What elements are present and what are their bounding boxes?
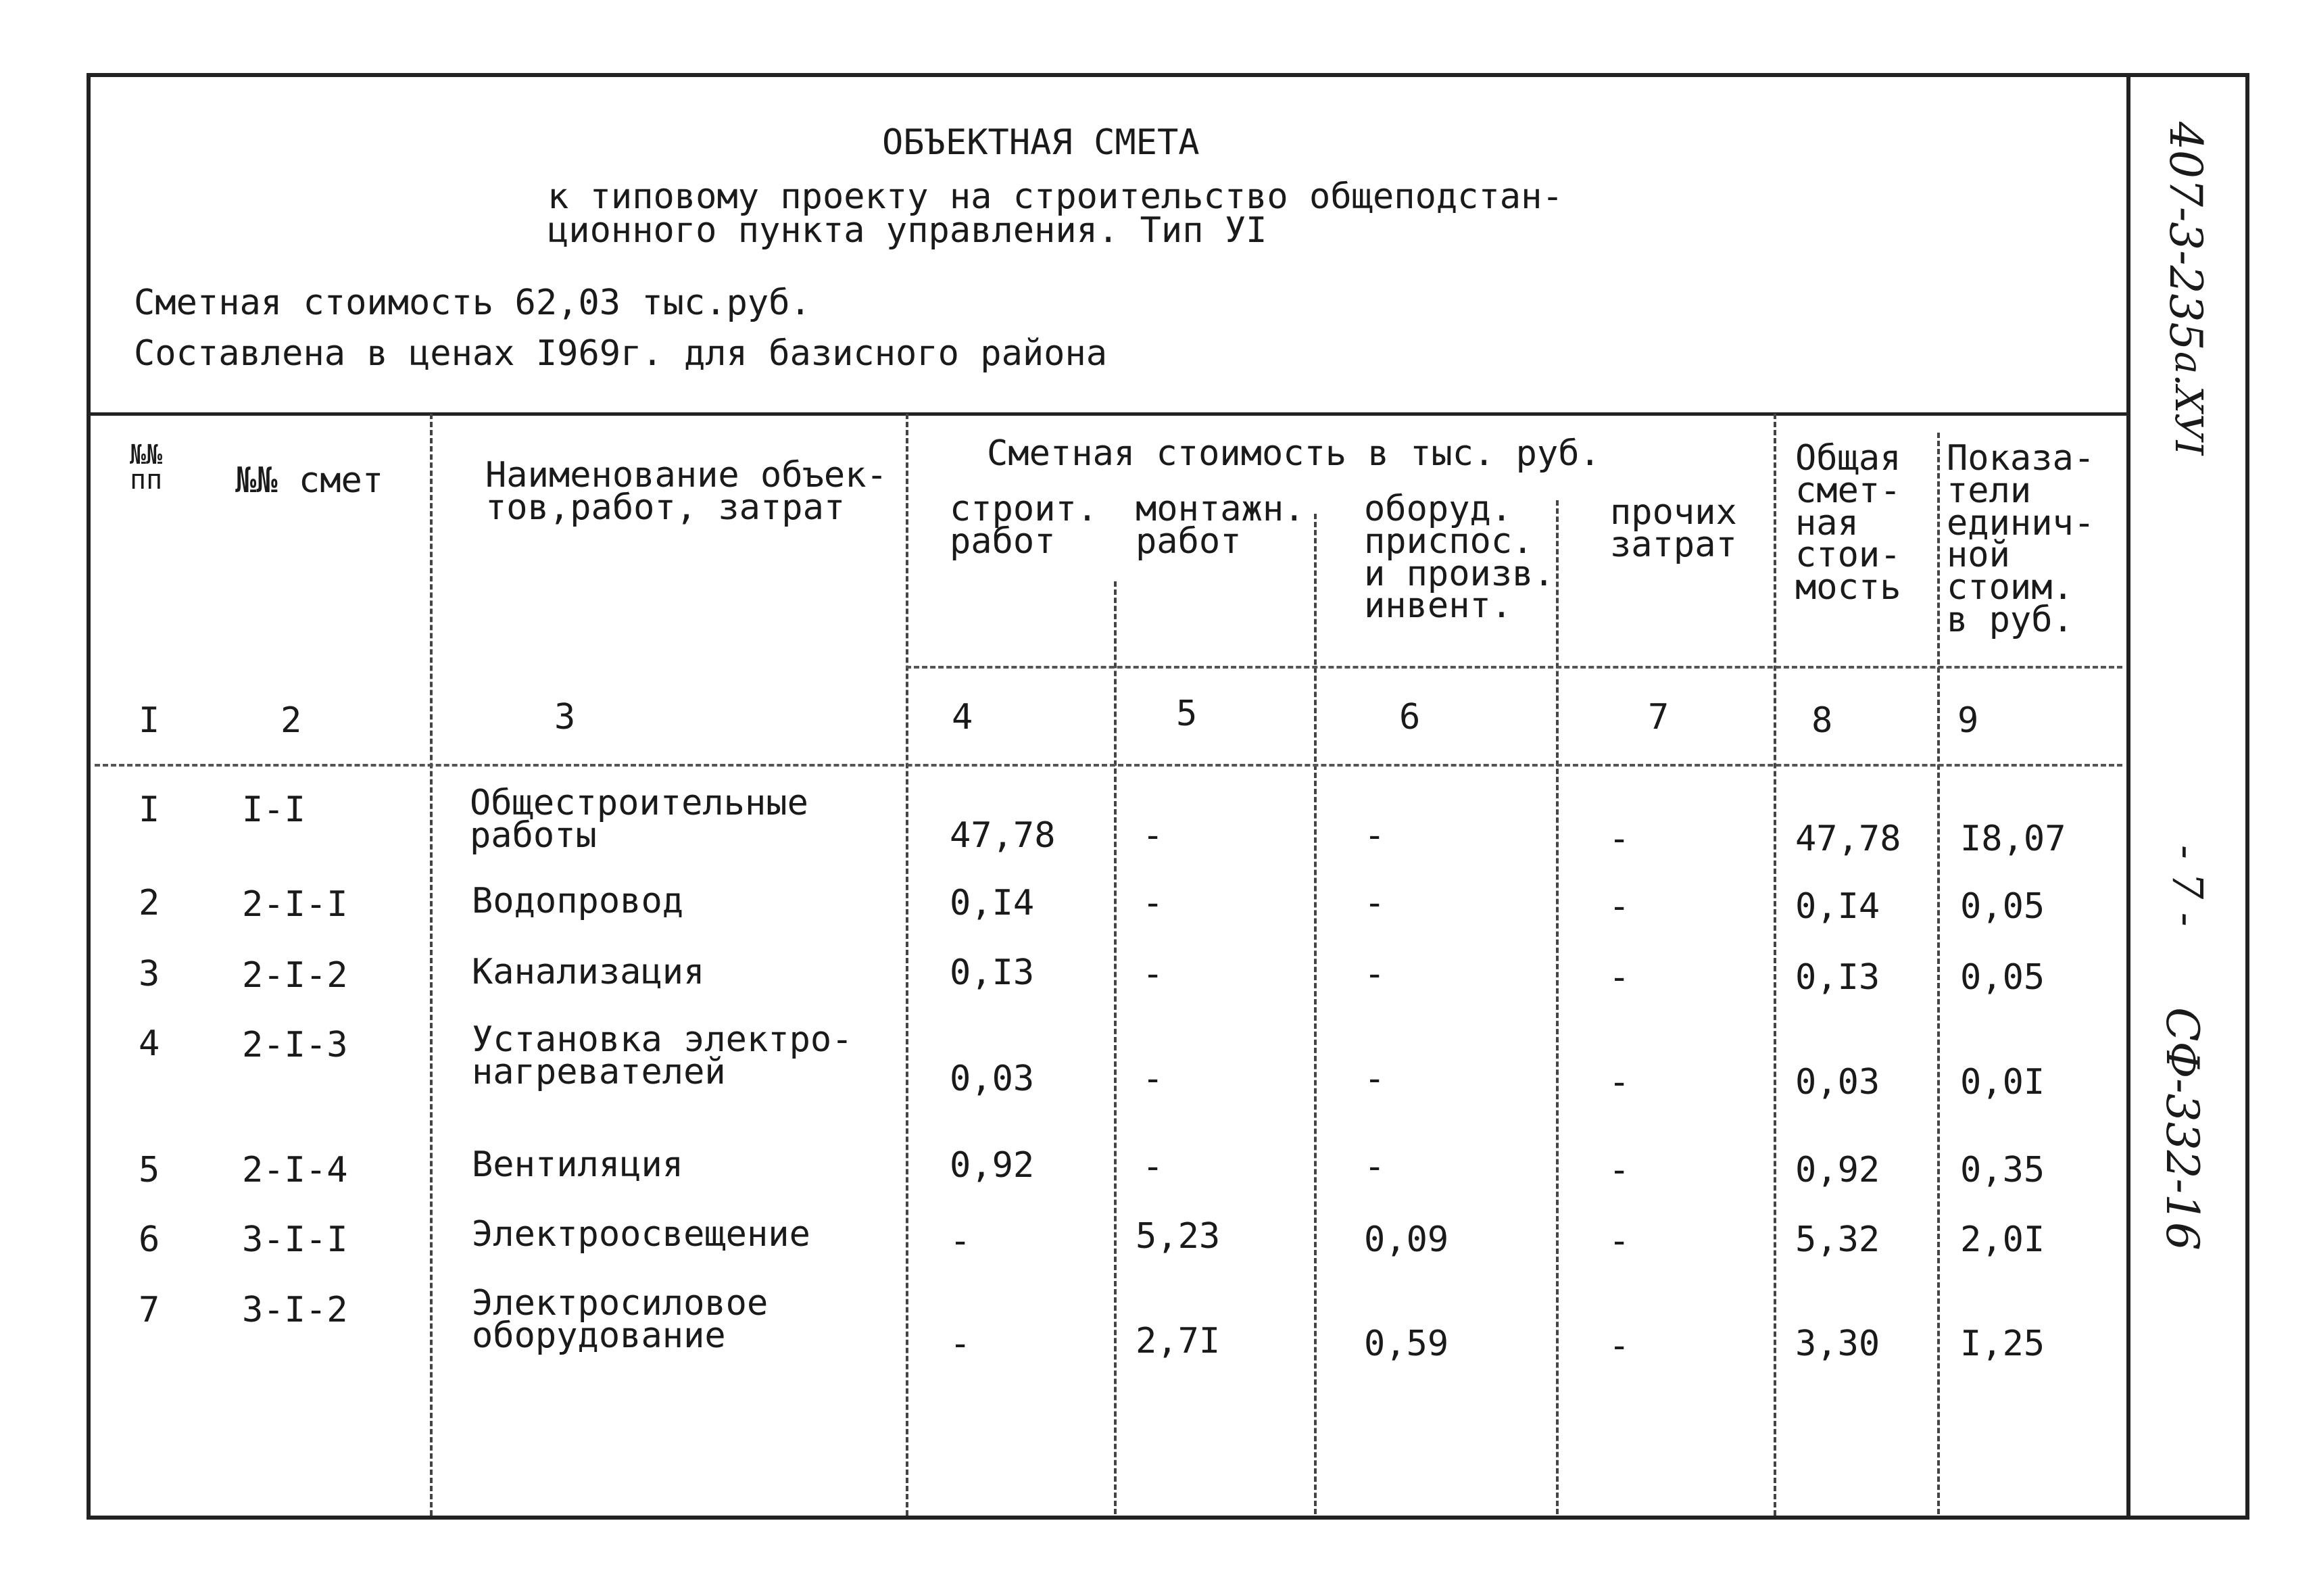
table-row-other: - — [1609, 1062, 1630, 1103]
table-row-number: 2 — [139, 883, 160, 923]
table-row-total: 0,I4 — [1795, 886, 1880, 927]
table-row-estimate: 2-I-4 — [242, 1150, 348, 1190]
col-separator — [1937, 433, 1940, 1514]
table-row-number: 6 — [139, 1219, 160, 1260]
header-table-separator — [87, 412, 2126, 416]
col-header-name: Наименование объек- тов,работ, затрат — [485, 455, 887, 528]
table-row-other: - — [1609, 1150, 1630, 1190]
table-row-other: - — [1609, 1221, 1630, 1261]
table-row-installation: - — [1142, 954, 1164, 994]
col-header-total: Общая смет- ная стои- мость — [1795, 438, 1901, 608]
col-separator — [430, 414, 433, 1516]
sidebar-album: а.ХУI — [2166, 352, 2210, 456]
table-row-estimate: I-I — [242, 790, 306, 830]
table-row-other: - — [1609, 1326, 1630, 1366]
sidebar-project-code: 407-3-235 — [2160, 122, 2212, 351]
table-row-unit-cost: I,25 — [1960, 1324, 2045, 1364]
table-row-construction: - — [950, 1324, 971, 1364]
col-separator — [1774, 414, 1776, 1516]
table-row-installation: 5,23 — [1136, 1216, 1221, 1257]
table-row-installation: 2,7I — [1136, 1321, 1221, 1361]
table-row-name: Электроосвещение — [472, 1214, 810, 1255]
col-number: I — [139, 700, 160, 741]
table-row-total: 5,32 — [1795, 1219, 1880, 1260]
table-row-unit-cost: 0,05 — [1960, 886, 2045, 927]
col-number: 9 — [1957, 700, 1979, 741]
table-row-construction: 0,I4 — [950, 883, 1035, 923]
table-row-unit-cost: 0,35 — [1960, 1150, 2045, 1190]
col-number: 5 — [1176, 694, 1198, 734]
col-header-group-cost: Сметная стоимость в тыс. руб. — [987, 433, 1601, 474]
table-row-installation: - — [1142, 1059, 1164, 1099]
document-subtitle-line2: ционного пункта управления. Тип УI — [547, 210, 1267, 251]
table-row-name: Электросиловое оборудование — [472, 1283, 769, 1356]
table-row-total: 0,03 — [1795, 1062, 1880, 1103]
col-number: 7 — [1648, 697, 1670, 737]
table-row-equipment: - — [1364, 1059, 1386, 1099]
table-row-unit-cost: 0,05 — [1960, 957, 2045, 998]
table-row-number: 5 — [139, 1150, 160, 1190]
table-row-equipment: 0,09 — [1364, 1219, 1449, 1260]
col-number: 3 — [554, 697, 576, 737]
table-row-number: 4 — [139, 1023, 160, 1064]
col-header-construction: строит. работ — [950, 489, 1098, 562]
col-header-installation: монтажн. работ — [1136, 489, 1305, 562]
table-row-estimate: 2-I-I — [242, 884, 348, 925]
table-row-construction: 0,I3 — [950, 952, 1035, 993]
document-subtitle-line1: к типовому проекту на строительство общеподстан- — [547, 176, 1563, 217]
col-header-equipment: оборуд. приспос. и произв. инвент. — [1364, 489, 1555, 627]
numbers-rule — [95, 764, 2122, 767]
table-row-name: Водопровод — [472, 881, 684, 921]
col-header-unit-cost: Показа- тели единич- ной стоим. в руб. — [1947, 438, 2095, 641]
table-row-other: - — [1609, 886, 1630, 927]
table-row-unit-cost: I8,07 — [1960, 819, 2066, 859]
table-row-estimate: 3-I-2 — [242, 1290, 348, 1330]
price-basis: Составлена в ценах I969г. для базисного района — [134, 333, 1108, 374]
table-row-unit-cost: 0,0I — [1960, 1062, 2045, 1103]
table-row-other: - — [1609, 819, 1630, 859]
sidebar-page-number: - 7 - — [2163, 845, 2212, 927]
col-number: 2 — [281, 700, 302, 741]
table-row-construction: 47,78 — [950, 815, 1056, 856]
table-row-equipment: - — [1364, 883, 1386, 923]
table-row-total: 3,30 — [1795, 1324, 1880, 1364]
col-separator — [1556, 500, 1559, 1514]
col-number: 4 — [952, 697, 973, 737]
table-row-total: 0,92 — [1795, 1150, 1880, 1190]
table-row-installation: - — [1142, 815, 1164, 856]
col-header-number: №№ пп — [130, 439, 163, 495]
table-row-construction: 0,92 — [950, 1145, 1035, 1186]
table-row-equipment: - — [1364, 954, 1386, 994]
col-header-estimate: №№ смет — [235, 460, 384, 501]
table-row-name: Установка электро- нагревателей — [472, 1019, 853, 1092]
estimated-cost: Сметная стоимость 62,03 тыс.руб. — [134, 283, 811, 323]
table-row-number: I — [139, 790, 160, 830]
table-row-equipment: 0,59 — [1364, 1324, 1449, 1364]
table-row-total: 0,I3 — [1795, 957, 1880, 998]
table-row-other: - — [1609, 957, 1630, 998]
table-row-total: 47,78 — [1795, 819, 1901, 859]
col-separator — [906, 414, 908, 1516]
document-title: ОБЪЕКТНАЯ СМЕТА — [882, 122, 1200, 163]
table-row-estimate: 3-I-I — [242, 1219, 348, 1260]
col-separator — [1114, 581, 1117, 1514]
table-row-equipment: - — [1364, 1146, 1386, 1187]
table-row-estimate: 2-I-2 — [242, 955, 348, 996]
sidebar-separator — [2126, 73, 2130, 1520]
table-row-number: 3 — [139, 954, 160, 994]
table-row-equipment: - — [1364, 815, 1386, 856]
sidebar-reference: СФ-332-16 — [2156, 1007, 2208, 1251]
header-rule — [906, 666, 2122, 669]
table-row-construction: 0,03 — [950, 1059, 1035, 1099]
table-row-installation: - — [1142, 883, 1164, 923]
table-row-name: Общестроительные работы — [470, 783, 808, 856]
table-row-estimate: 2-I-3 — [242, 1025, 348, 1065]
col-number: 8 — [1811, 700, 1833, 741]
col-number: 6 — [1399, 697, 1421, 737]
col-separator — [1314, 514, 1317, 1514]
table-row-name: Вентиляция — [472, 1144, 684, 1185]
table-row-installation: - — [1142, 1146, 1164, 1187]
col-header-other: прочих затрат — [1610, 492, 1737, 565]
table-row-construction: - — [950, 1221, 971, 1261]
table-row-number: 7 — [139, 1290, 160, 1330]
table-row-unit-cost: 2,0I — [1960, 1219, 2045, 1260]
table-row-name: Канализация — [472, 952, 705, 992]
